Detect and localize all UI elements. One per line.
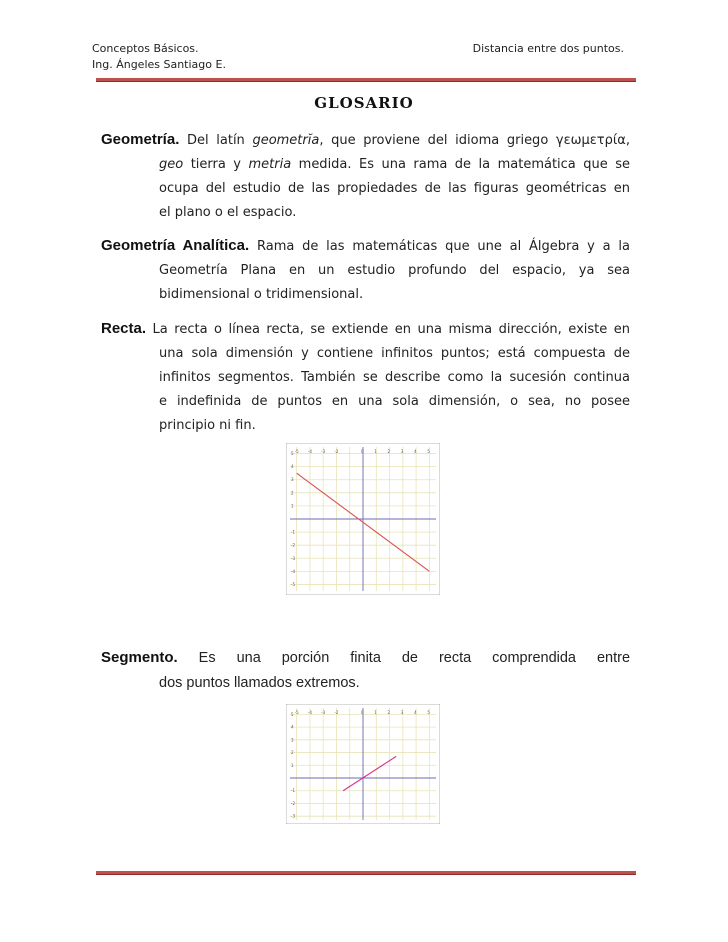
entry-text: infinitos segmentos. También se describe como la sucesión continua <box>159 370 630 385</box>
y-tick-label: 4 <box>291 724 294 730</box>
entry-line <box>101 645 630 671</box>
entry-line <box>101 283 630 307</box>
header-rule <box>96 78 636 81</box>
x-tick-label: 2 <box>387 449 391 454</box>
entry-line <box>101 177 630 201</box>
entry-text: el plano o el espacio. <box>159 205 297 220</box>
y-tick-label: 1 <box>291 762 294 768</box>
entry-line <box>101 153 630 177</box>
entry-text: e indefinida de puntos en una sola dimensión, o sea, no posee <box>159 394 630 409</box>
entry-text: bidimensional o tridimensional. <box>159 287 364 302</box>
glossary-entry-geometria <box>101 128 630 225</box>
page-title: GLOSARIO <box>314 94 414 112</box>
x-tick-label: 2 <box>387 710 391 715</box>
glossary-entry-segmento <box>101 645 630 696</box>
x-tick-label: 1 <box>374 449 377 454</box>
entry-term: Geometría. <box>101 131 180 148</box>
y-tick-label: -4 <box>291 568 295 574</box>
x-tick-label: -3 <box>321 710 326 715</box>
x-tick-label: -4 <box>307 710 312 715</box>
x-tick-label: 3 <box>400 710 404 715</box>
entry-text: Es una porción finita de recta comprendida entre <box>198 650 631 666</box>
entry-text: Geometría Plana en un estudio profundo del espacio, ya sea <box>159 263 630 278</box>
y-tick-label: 3 <box>291 477 294 483</box>
entry-line <box>101 128 630 153</box>
y-tick-label: 5 <box>291 711 294 717</box>
y-tick-label: 5 <box>291 451 294 457</box>
entry-line <box>101 414 630 438</box>
entry-line <box>101 342 630 366</box>
x-tick-label: 3 <box>400 449 404 454</box>
y-tick-label: 3 <box>291 737 294 743</box>
entry-line <box>101 259 630 283</box>
entry-line <box>101 671 630 696</box>
y-tick-label: -1 <box>291 788 295 794</box>
y-tick-label: 4 <box>291 464 294 470</box>
glossary-entry-geometria-analitica <box>101 234 630 307</box>
y-tick-label: 2 <box>291 490 294 496</box>
entry-line <box>101 201 630 225</box>
x-tick-label: 0 <box>361 710 364 715</box>
entry-line <box>101 317 630 342</box>
x-tick-label: 4 <box>414 449 417 454</box>
entry-text: Rama de las matemáticas que une al Álgebra y a la <box>256 239 630 254</box>
footer-rule <box>96 871 636 874</box>
recta-graph <box>286 443 440 595</box>
entry-italic-term: geometrĭa <box>252 133 320 148</box>
x-tick-label: 1 <box>374 710 377 715</box>
entry-text: una sola dimensión y contiene infinitos puntos; está compuesta de <box>159 346 630 361</box>
entry-line <box>101 234 630 259</box>
entry-text: La recta o línea recta, se extiende en una misma dirección, existe en <box>152 322 630 337</box>
entry-text: Del latín <box>187 133 253 148</box>
entry-line <box>101 390 630 414</box>
y-tick-label: -5 <box>291 581 295 587</box>
entry-term: Segmento. <box>101 649 178 666</box>
x-tick-label: -3 <box>321 449 326 454</box>
entry-term: Recta. <box>101 320 147 337</box>
entry-term: Geometría Analítica. <box>101 237 250 254</box>
entry-text: medida. Es una rama de la matemática que se <box>291 157 630 172</box>
y-tick-label: -3 <box>291 813 295 819</box>
glossary-entry-recta <box>101 317 630 438</box>
y-tick-label: 1 <box>291 503 294 509</box>
entry-text: , que proviene del idioma griego γεωμετρία, <box>319 133 630 148</box>
x-tick-label: -4 <box>307 449 312 454</box>
y-tick-label: -2 <box>291 800 295 806</box>
x-tick-label: -2 <box>334 710 339 715</box>
entry-text: tierra y <box>183 157 249 172</box>
y-tick-label: 2 <box>291 750 294 756</box>
x-tick-label: -5 <box>294 710 299 715</box>
entry-text: ocupa del estudio de las propiedades de las figuras geométricas en <box>159 181 630 196</box>
x-tick-label: 5 <box>427 710 430 715</box>
entry-italic-term: geo <box>159 157 184 172</box>
segmento-graph <box>286 704 440 824</box>
x-tick-label: 4 <box>414 710 417 715</box>
entry-text: principio ni fin. <box>159 418 256 433</box>
y-tick-label: -3 <box>291 555 295 561</box>
header-author: Ing. Ángeles Santiago E. <box>92 58 226 71</box>
entry-line <box>101 366 630 390</box>
x-tick-label: 0 <box>361 449 364 454</box>
y-tick-label: -2 <box>291 542 295 548</box>
entry-text: dos puntos llamados extremos. <box>159 675 360 691</box>
x-tick-label: -2 <box>334 449 339 454</box>
x-tick-label: -5 <box>294 449 299 454</box>
x-tick-label: 5 <box>427 449 430 454</box>
entry-italic-term: metria <box>248 157 292 172</box>
y-tick-label: -1 <box>291 529 295 535</box>
header-topic: Distancia entre dos puntos. <box>472 42 624 55</box>
header-course-title: Conceptos Básicos. <box>92 42 199 55</box>
